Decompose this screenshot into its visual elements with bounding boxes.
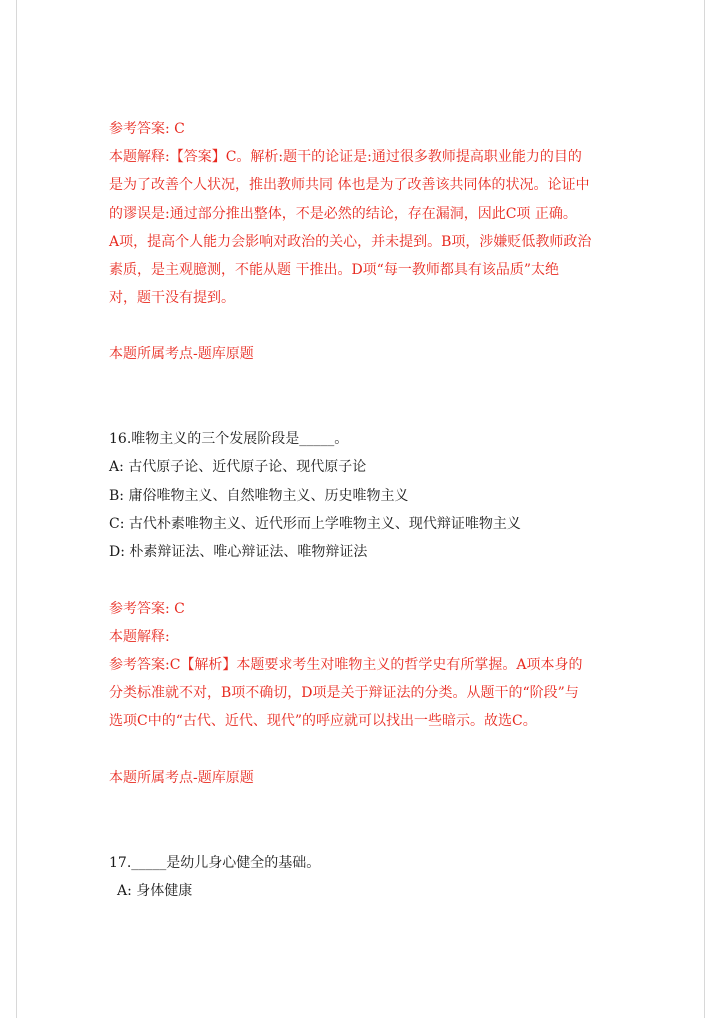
q16-option-c: C: 古代朴素唯物主义、近代形而上学唯物主义、现代辩证唯物主义 xyxy=(109,516,521,532)
q16-analysis-label: 本题解释: xyxy=(109,629,170,645)
q16-option-a: A: 古代原子论、近代原子论、现代原子论 xyxy=(109,459,367,475)
page-border-left xyxy=(16,0,17,1018)
q16-analysis-line: 选项C中的“古代、近代、现代”的呼应就可以找出一些暗示。故选C。 xyxy=(109,713,537,729)
q15-answer: 参考答案: C xyxy=(109,121,185,137)
q17-stem: 17._____是幼儿身心健全的基础。 xyxy=(109,855,321,871)
q16-option-d: D: 朴素辩证法、唯心辩证法、唯物辩证法 xyxy=(109,544,368,560)
q16-source: 本题所属考点-题库原题 xyxy=(109,770,254,786)
q16-analysis-line: 分类标准就不对，B项不确切，D项是关于辩证法的分类。从题干的“阶段”与 xyxy=(109,685,579,701)
q15-analysis-line: 的谬误是:通过部分推出整体，不是必然的结论，存在漏洞，因此C项 正确。 xyxy=(109,206,577,222)
q15-analysis-line: 是为了改善个人状况，推出教师共同 体也是为了改善该共同体的状况。论证中 xyxy=(109,177,590,193)
q15-analysis-line: 素质，是主观臆测，不能从题 干推出。D项“每一教师都具有该品质”太绝 xyxy=(109,262,559,278)
q15-source: 本题所属考点-题库原题 xyxy=(109,346,254,362)
q15-analysis-line: A项，提高个人能力会影响对政治的关心，并未提到。B项，涉嫌贬低教师政治 xyxy=(109,234,592,250)
q16-answer: 参考答案: C xyxy=(109,601,185,617)
q17-option-a: A: 身体健康 xyxy=(117,883,193,899)
q16-analysis-line: 参考答案:C【解析】本题要求考生对唯物主义的哲学史有所掌握。A项本身的 xyxy=(109,657,583,673)
q15-analysis-line: 对，题干没有提到。 xyxy=(109,290,235,306)
q16-option-b: B: 庸俗唯物主义、自然唯物主义、历史唯物主义 xyxy=(109,488,409,504)
q15-analysis-line: 本题解释:【答案】C。解析:题干的论证是:通过很多教师提高职业能力的目的 xyxy=(109,149,582,165)
page-border-right xyxy=(704,0,705,1018)
q16-stem: 16.唯物主义的三个发展阶段是_____。 xyxy=(109,431,349,447)
